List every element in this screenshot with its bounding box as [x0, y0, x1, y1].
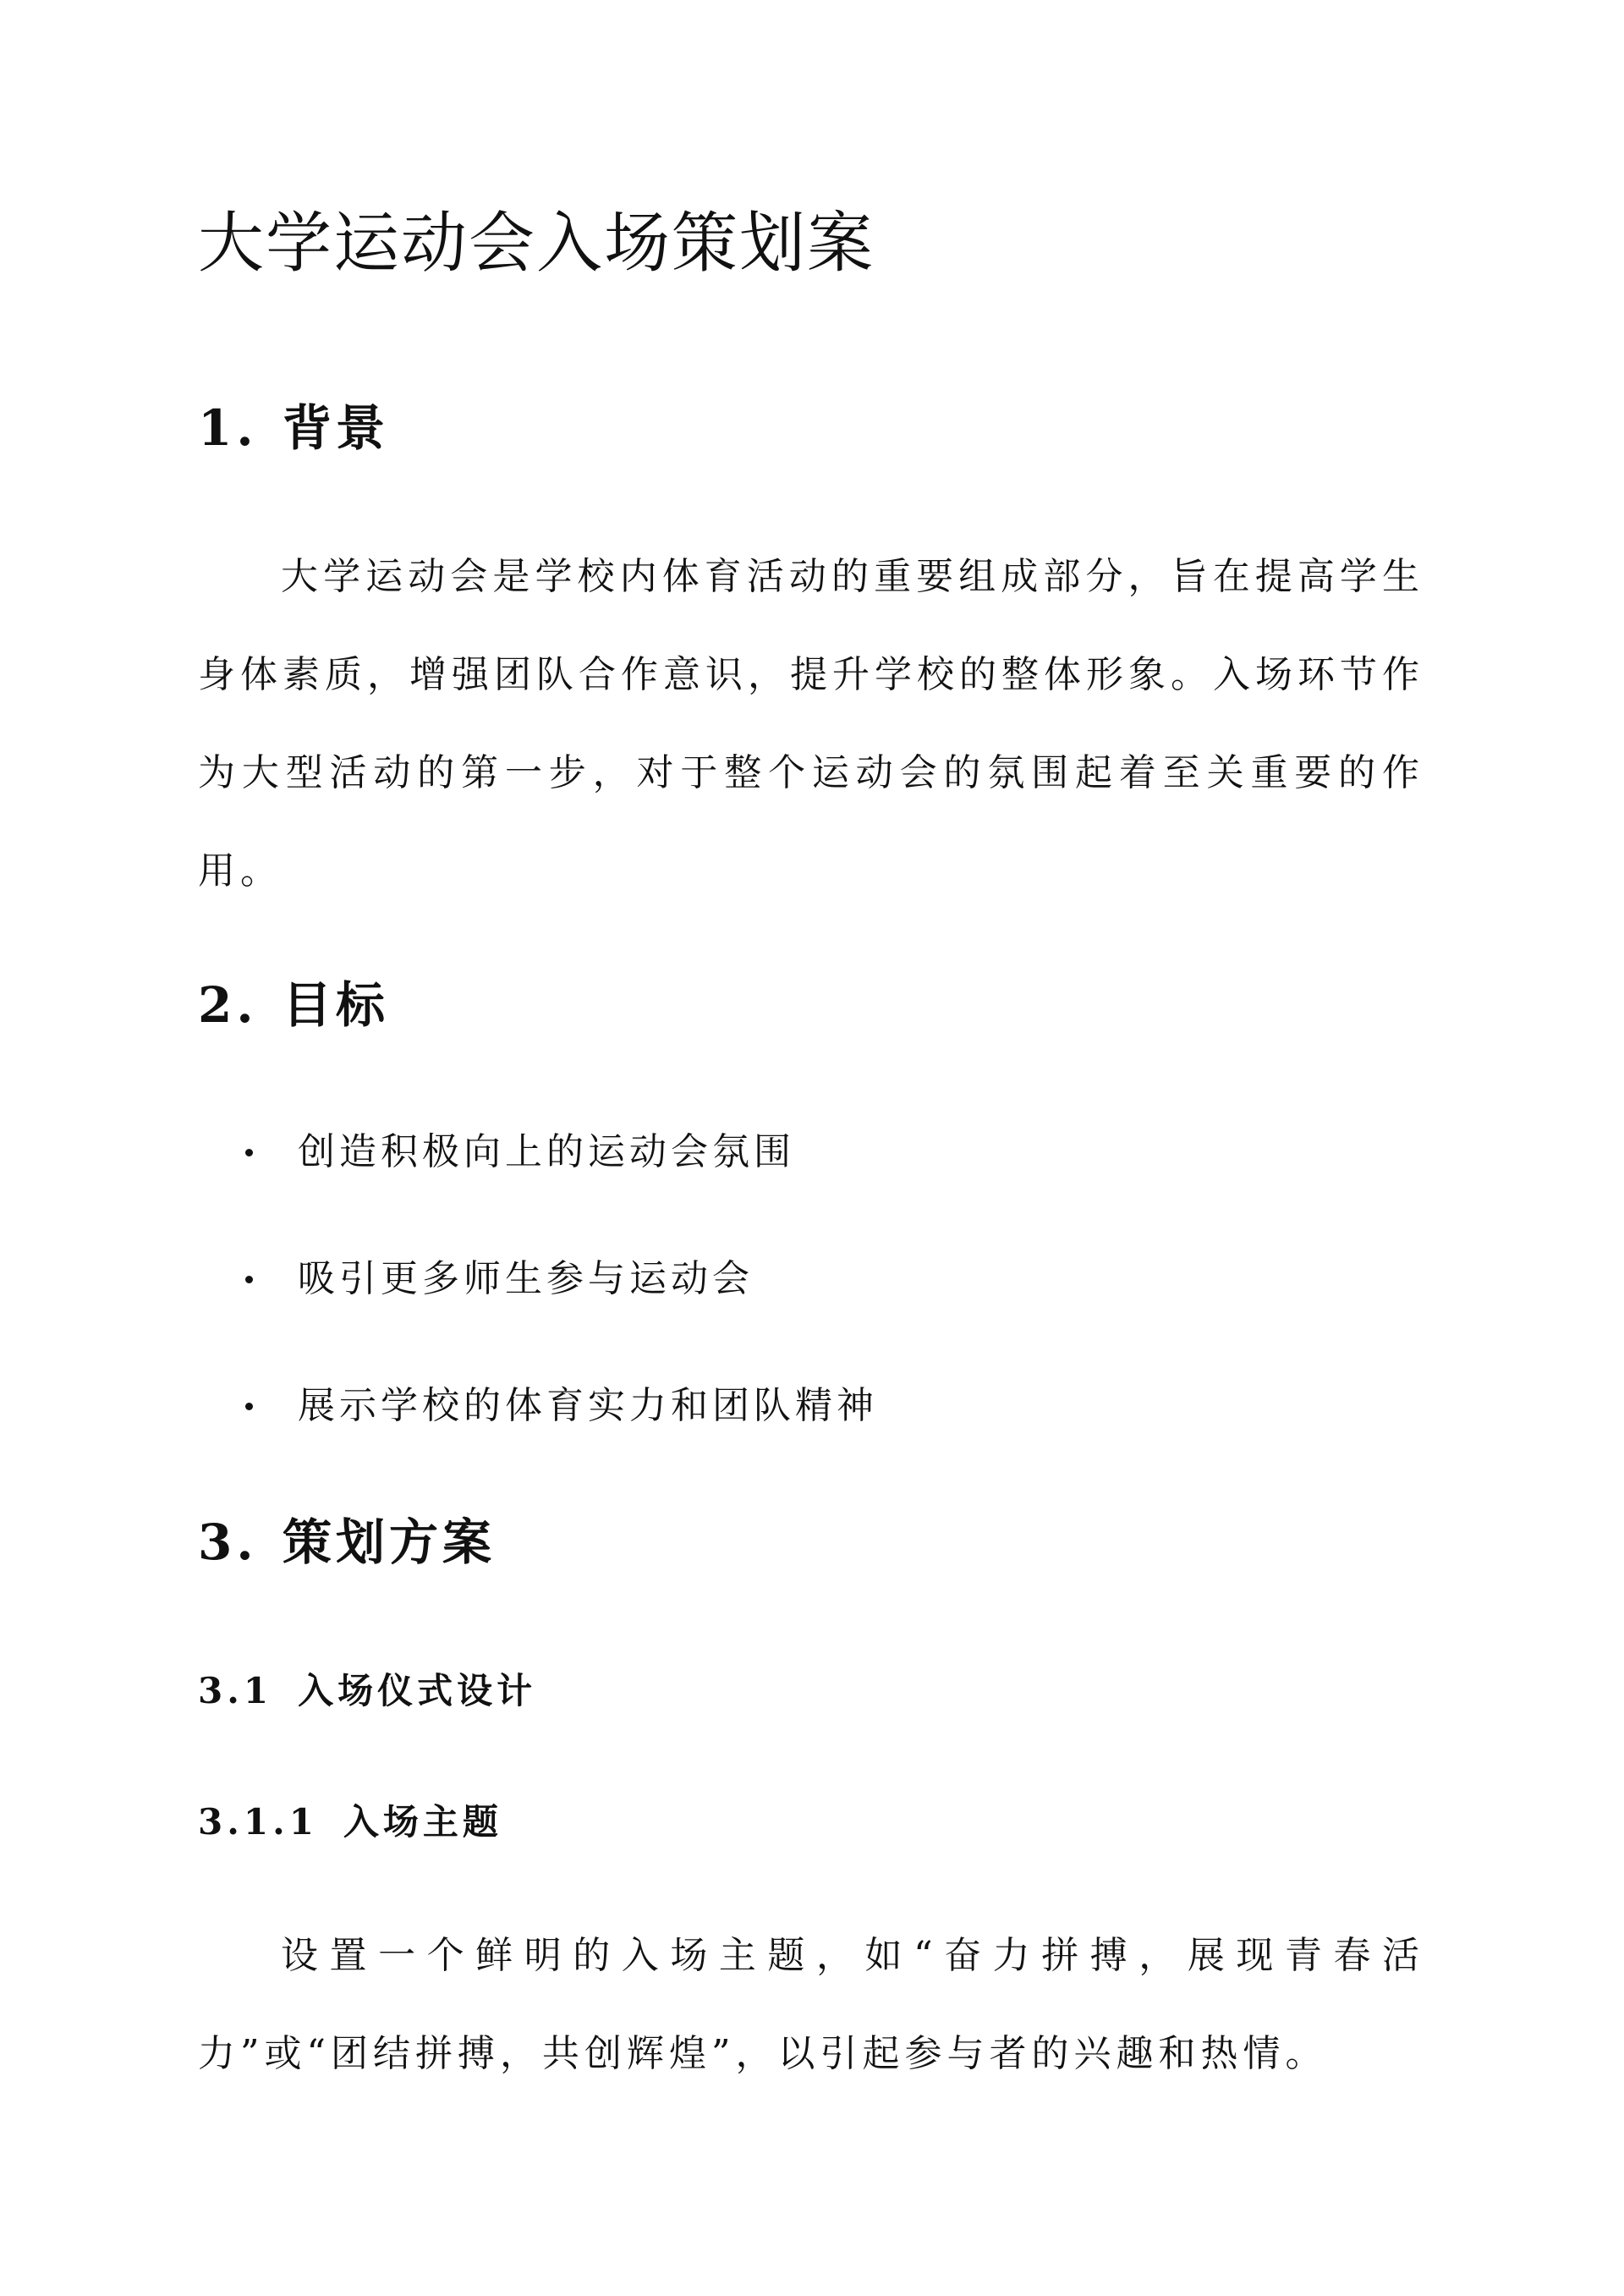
subsection-title: 入场仪式设计 [298, 1670, 537, 1711]
sub-subsection-number: 3.1.1 [198, 1801, 318, 1843]
section-heading-goals [198, 975, 389, 1035]
sub-subsection-title: 入场主题 [343, 1801, 502, 1843]
bullet-icon [245, 1149, 253, 1156]
background-paragraph: 大学运动会是学校内体育活动的重要组成部分，旨在提高学生身体素质，增强团队合作意识，提升学校的整体形象。入场环节作为大型活动的第一步，对于整个运动会的氛围起着至关重要的作用。 [198, 555, 1424, 893]
section-title: 目标 [283, 976, 390, 1034]
entrance-theme-paragraph: 设置一个鲜明的入场主题，如“奋力拼搏，展现青春活力”或“团结拼搏，共创辉煌”，以引起参与者的兴趣和热情。 [198, 1934, 1424, 2075]
list-item [245, 1237, 878, 1364]
subsection-number: 3.1 [198, 1670, 273, 1711]
document-title: 大学运动会入场策划案 [198, 206, 875, 282]
subsection-heading [198, 1667, 536, 1715]
sub-subsection-heading [198, 1799, 502, 1846]
list-item [245, 1110, 878, 1237]
section-number: 2. [198, 976, 258, 1034]
section-heading-background [198, 398, 389, 459]
list-item-text: 展示学校的体育实力和团队精神 [298, 1384, 878, 1427]
goals-list [245, 1110, 878, 1491]
section-title: 策划方案 [283, 1513, 497, 1571]
section-number: 3. [198, 1513, 258, 1571]
bullet-icon [245, 1403, 253, 1410]
section-heading-plan [198, 1512, 496, 1573]
list-item-text: 创造积极向上的运动会氛围 [298, 1130, 795, 1173]
section-number: 1. [198, 399, 258, 457]
list-item-text: 吸引更多师生参与运动会 [298, 1257, 754, 1300]
section-title: 背景 [283, 399, 390, 457]
list-item [245, 1364, 878, 1491]
bullet-icon [245, 1276, 253, 1283]
